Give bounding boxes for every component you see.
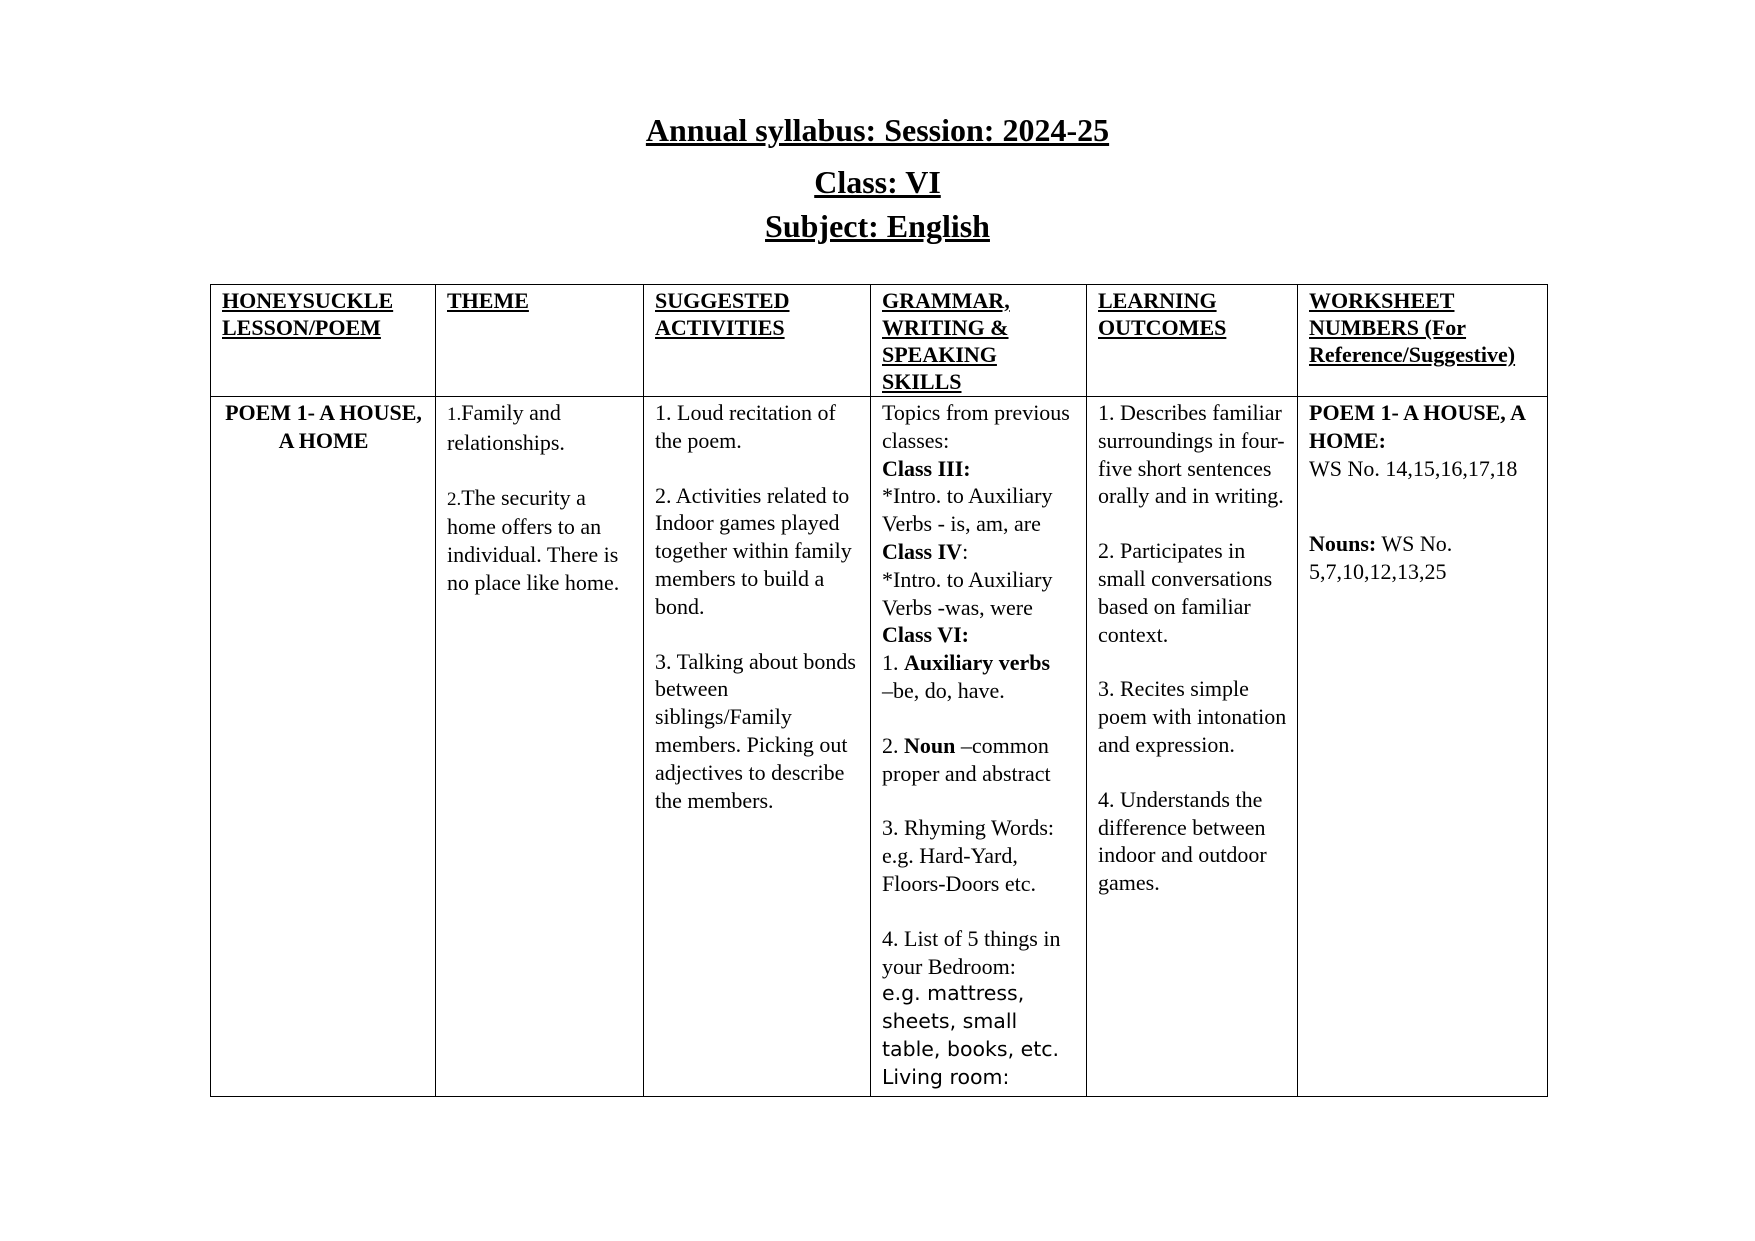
activity-item: 1. Loud recitation of the poem. bbox=[655, 400, 836, 453]
activities-cell bbox=[644, 397, 871, 1097]
page-title: Annual syllabus: Session: 2024-25 bbox=[645, 112, 1110, 148]
column-header-theme: THEME bbox=[436, 285, 644, 397]
column-header-worksheets: WORKSHEET NUMBERS (For Reference/Suggestive) bbox=[1298, 285, 1548, 397]
grammar-intro: Topics from previous classes: bbox=[882, 400, 1070, 453]
outcome-item: 2. Participates in small conversations based on familiar context. bbox=[1098, 538, 1273, 647]
grammar-item: 1. Auxiliary verbs –be, do, have. bbox=[882, 650, 1051, 703]
outcome-item: 3. Recites simple poem with intonation and expression. bbox=[1098, 676, 1287, 757]
grammar-item: 3. Rhyming Words: e.g. Hard-Yard, Floors-Doors etc. bbox=[882, 815, 1055, 896]
class-6-label: Class VI: bbox=[882, 622, 970, 648]
outcome-item: 4. Understands the difference between indoor and outdoor games. bbox=[1098, 786, 1267, 896]
grammar-cell bbox=[871, 397, 1087, 1097]
column-header-grammar: GRAMMAR, WRITING & SPEAKING SKILLS bbox=[871, 285, 1087, 397]
table-header-row bbox=[211, 285, 1548, 397]
worksheet-poem-label: POEM 1- A HOUSE, A HOME: bbox=[1309, 400, 1526, 453]
theme-item: 2.The security a home offers to an individual. There is no place like home. bbox=[447, 484, 620, 595]
activity-item: 2. Activities related to Indoor games played together within family members to build a bond. bbox=[655, 482, 852, 619]
lesson-cell: POEM 1- A HOUSE, A HOME bbox=[211, 397, 436, 1097]
class-heading: Class: VI bbox=[814, 164, 941, 200]
outcomes-cell bbox=[1087, 397, 1298, 1097]
class-3-topic: *Intro. to Auxiliary Verbs - is, am, are bbox=[882, 483, 1053, 537]
grammar-item-examples: e.g. mattress, sheets, small table, books, etc. Living room: bbox=[882, 981, 1060, 1089]
column-header-outcomes: LEARNING OUTCOMES bbox=[1087, 285, 1298, 397]
column-header-activities: SUGGESTED ACTIVITIES bbox=[644, 285, 871, 397]
worksheet-nouns: Nouns: WS No. 5,7,10,12,13,25 bbox=[1309, 531, 1453, 585]
table-row bbox=[211, 397, 1548, 1097]
activity-item: 3. Talking about bonds between siblings/Family members. Picking out adjectives to describe the members. bbox=[655, 648, 856, 813]
column-header-lesson: HONEYSUCKLE LESSON/POEM bbox=[211, 285, 436, 397]
theme-cell bbox=[436, 397, 644, 1097]
theme-item: 1.Family and relationships. bbox=[447, 400, 565, 455]
class-3-label: Class III: bbox=[882, 455, 971, 481]
grammar-item: 4. List of 5 things in your Bedroom: bbox=[882, 925, 1061, 979]
worksheets-cell bbox=[1298, 397, 1548, 1097]
class-4-topic: *Intro. to Auxiliary Verbs -was, were bbox=[882, 566, 1053, 620]
grammar-item: 2. Noun –common proper and abstract bbox=[882, 732, 1051, 786]
class-4-label: Class IV: bbox=[882, 538, 969, 564]
outcome-item: 1. Describes familiar surroundings in four-five short sentences orally and in writing. bbox=[1098, 400, 1285, 509]
syllabus-table bbox=[210, 284, 1548, 1097]
worksheet-poem-numbers: WS No. 14,15,16,17,18 bbox=[1309, 455, 1518, 481]
subject-heading: Subject: English bbox=[765, 208, 990, 244]
